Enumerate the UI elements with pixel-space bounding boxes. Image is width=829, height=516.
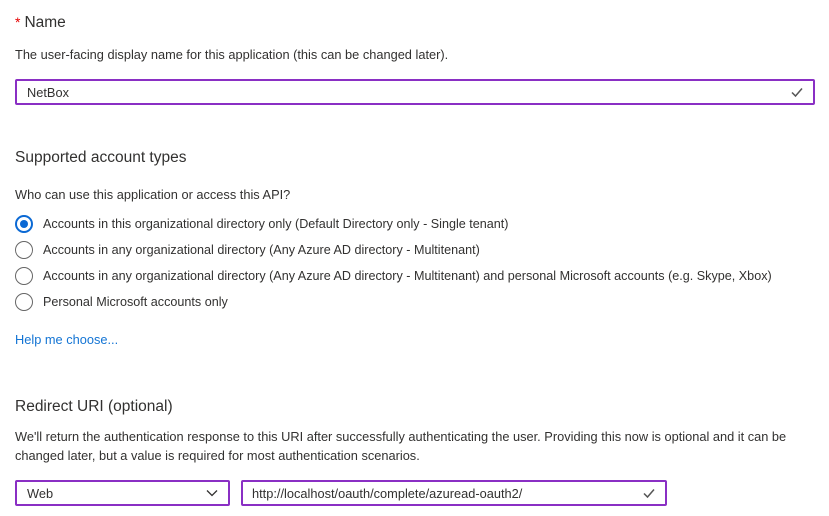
radio-option-multitenant-personal[interactable] <box>15 263 814 289</box>
redirect-uri-input-container <box>241 480 667 506</box>
radio-option-personal-only[interactable] <box>15 289 814 315</box>
radio-option-label: Accounts in any organizational directory (Any Azure AD directory - Multitenant) <box>43 243 480 257</box>
name-input-container <box>15 79 815 105</box>
redirect-uri-input[interactable] <box>243 482 641 504</box>
radio-option-label: Accounts in any organizational directory (Any Azure AD directory - Multitenant) and personal Microsoft accounts (e.g. Skype, Xbox) <box>43 269 772 283</box>
radio-option-single-tenant[interactable] <box>15 211 814 237</box>
platform-select-value: Web <box>27 485 54 501</box>
account-types-title: Supported account types <box>15 149 187 166</box>
name-description: The user-facing display name for this application (this can be changed later). <box>15 47 449 62</box>
name-input[interactable] <box>17 81 789 103</box>
radio-unselected-icon[interactable] <box>15 267 33 285</box>
radio-dot <box>20 220 28 228</box>
redirect-uri-row <box>15 480 814 506</box>
name-section-title <box>15 12 814 33</box>
account-types-section <box>15 148 814 349</box>
radio-option-multitenant[interactable] <box>15 237 814 263</box>
redirect-uri-section <box>15 397 814 506</box>
help-me-choose-link[interactable]: Help me choose... <box>15 332 119 347</box>
radio-unselected-icon[interactable] <box>15 241 33 259</box>
valid-check-icon <box>789 84 805 100</box>
required-marker: * <box>15 14 21 30</box>
redirect-uri-title: Redirect URI (optional) <box>15 398 173 415</box>
radio-option-label: Personal Microsoft accounts only <box>43 295 228 309</box>
radio-unselected-icon[interactable] <box>15 293 33 311</box>
account-types-radio-group <box>15 211 814 315</box>
redirect-uri-description: We'll return the authentication response to this URI after successfully authenticating the user. Providing this now is optional and it can be changed later, but a value is required for most authentication scenarios. <box>15 429 787 463</box>
name-section <box>15 12 814 105</box>
valid-check-icon <box>641 485 657 501</box>
chevron-down-icon <box>205 486 219 500</box>
platform-select[interactable] <box>15 480 230 506</box>
name-title-text: Name <box>24 14 66 31</box>
radio-selected-icon[interactable] <box>15 215 33 233</box>
account-types-question: Who can use this application or access this API? <box>15 187 291 202</box>
radio-option-label: Accounts in this organizational directory only (Default Directory only - Single tenant) <box>43 217 509 231</box>
